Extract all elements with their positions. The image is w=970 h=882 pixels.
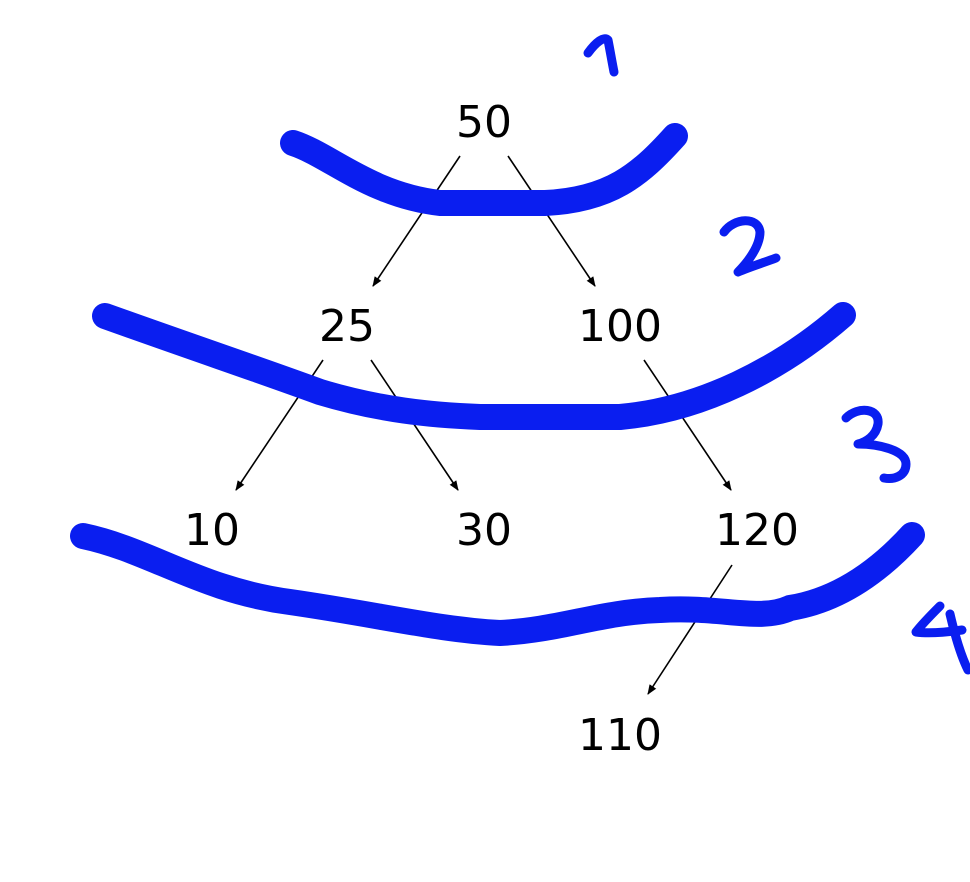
edge-50-100 bbox=[508, 156, 595, 286]
level-2-separator-stroke bbox=[105, 315, 843, 417]
node-100: 100 bbox=[578, 301, 662, 352]
node-10: 10 bbox=[184, 505, 240, 556]
level-number-4 bbox=[916, 606, 968, 670]
node-30: 30 bbox=[456, 505, 512, 556]
level-separators bbox=[83, 136, 912, 633]
node-25: 25 bbox=[319, 301, 375, 352]
node-50: 50 bbox=[456, 97, 512, 148]
level-number-3 bbox=[846, 410, 906, 478]
level-number-2 bbox=[724, 221, 776, 272]
edge-120-110 bbox=[648, 565, 732, 694]
level-number-1 bbox=[588, 39, 614, 72]
node-120: 120 bbox=[715, 505, 799, 556]
node-110: 110 bbox=[578, 710, 662, 761]
